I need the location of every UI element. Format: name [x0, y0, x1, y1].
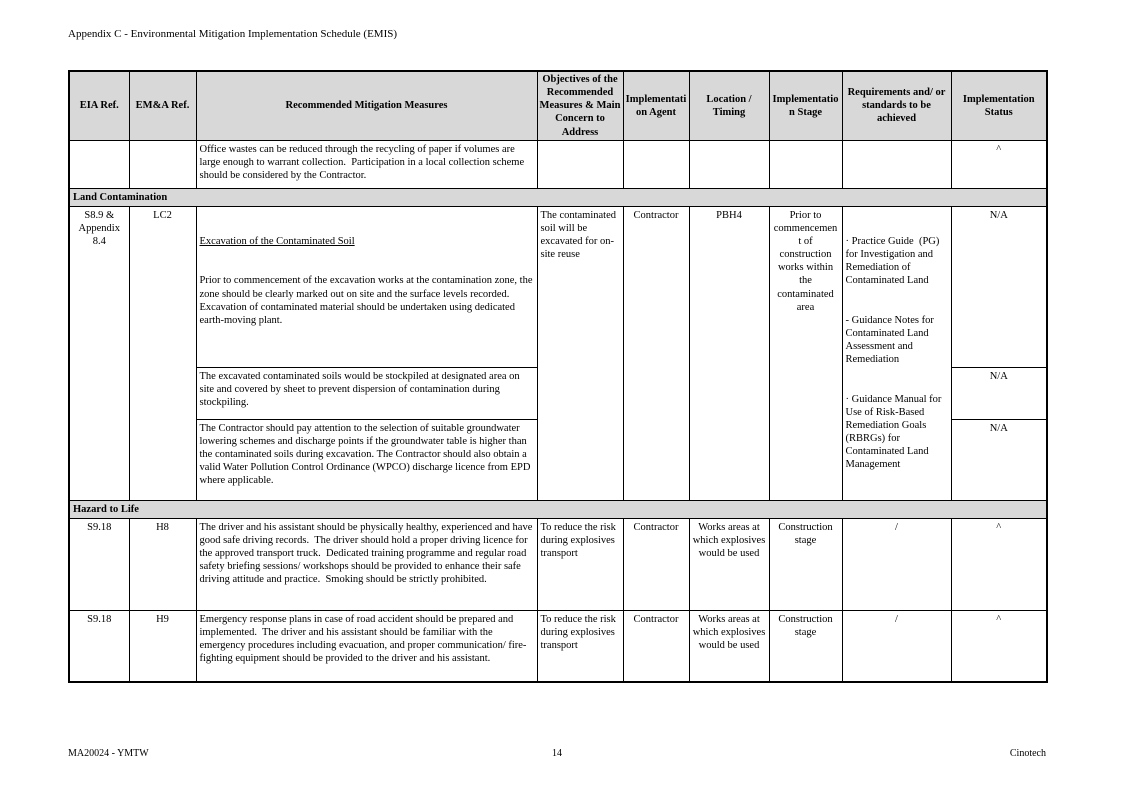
section-row-hazard-to-life — [69, 500, 1047, 518]
cell-empty — [623, 140, 689, 188]
column-header-ema-ref: EM&A Ref. — [129, 71, 196, 140]
footer-company: Cinotech — [1009, 748, 1046, 759]
section-row-land-contamination — [69, 188, 1047, 206]
column-header-requirements: Requirements and/ or standards to be achieved — [842, 71, 951, 140]
cell-location: Works areas at which explosives would be used — [689, 610, 769, 682]
cell-requirements: / — [842, 610, 951, 682]
cell-status: ^ — [951, 610, 1047, 682]
cell-measure: Office wastes can be reduced through the recycling of paper if volumes are large enough to warrant collection. Participation in a local collection scheme should be considered by the Contractor. — [196, 140, 537, 188]
cell-requirements: / — [842, 518, 951, 610]
cell-eia-ref: S9.18 — [69, 610, 129, 682]
cell-requirements — [842, 206, 951, 500]
cell-objective: The contaminated soil will be excavated for on-site reuse — [537, 206, 623, 500]
row-h8 — [69, 518, 1047, 610]
cell-agent: Contractor — [623, 206, 689, 500]
cell-location: PBH4 — [689, 206, 769, 500]
cell-status: ^ — [951, 140, 1047, 188]
measure-text: Prior to commencement of the excavation works at the contamination zone, the zone should be clearly marked out on site and the surface levels recorded. Excavation of contaminated material should be undertaken using dedicated earth-moving plant. — [199, 275, 536, 326]
cell-ema-ref: H8 — [129, 518, 196, 610]
requirement-item: · Guidance Manual for Use of Risk-Based Remediation Goals (RBRGs) for Contaminated Land Management — [845, 393, 945, 471]
cell-empty — [689, 140, 769, 188]
cell-empty — [129, 140, 196, 188]
emis-table — [68, 70, 1048, 683]
cell-objective: To reduce the risk during explosives transport — [537, 518, 623, 610]
page-footer — [68, 748, 1046, 759]
requirement-item: - Guidance Notes for Contaminated Land Assessment and Remediation — [845, 314, 937, 366]
cell-status: N/A — [951, 367, 1047, 419]
cell-empty — [69, 140, 129, 188]
column-header-status: Implementation Status — [951, 71, 1047, 140]
cell-status: N/A — [951, 206, 1047, 367]
cell-measure: The Contractor should pay attention to the selection of suitable groundwater lowering schemes and discharge points if the groundwater table is higher than the contaminated soils during excavation. The Contractor should also obtain a valid Water Pollution Control Ordinance (WPCO) discharge licence from EPD where applicable. — [196, 419, 537, 500]
cell-stage: Construction stage — [769, 518, 842, 610]
row-office-wastes — [69, 140, 1047, 188]
cell-measure: The driver and his assistant should be physically healthy, experienced and have good safe driving records. The driver should hold a proper driving licence for the approved transport truck. Dedicated training programme and regular road safety briefing sessions/ workshops should be provided to enhance their safe driving attitude and practice. Smoking should be strictly prohibited. — [196, 518, 537, 610]
cell-measure: Emergency response plans in case of road accident should be prepared and implemented. The driver and his assistant should be familiar with the emergency procedures including evacuation, and proper communication/ fire-fighting equipment should be provided to the driver and his assistant. — [196, 610, 537, 682]
cell-empty — [842, 140, 951, 188]
column-header-measures: Recommended Mitigation Measures — [196, 71, 537, 140]
section-title: Hazard to Life — [69, 500, 1047, 518]
row-h9 — [69, 610, 1047, 682]
section-title: Land Contamination — [69, 188, 1047, 206]
table-header-row — [69, 71, 1047, 140]
measure-heading: Excavation of the Contaminated Soil — [199, 236, 355, 247]
column-header-objectives: Objectives of the Recommended Measures & Main Concern to Address — [537, 71, 623, 140]
cell-eia-ref: S8.9 & Appendix 8.4 — [69, 206, 129, 500]
cell-agent: Contractor — [623, 518, 689, 610]
column-header-stage: Implementation Stage — [769, 71, 842, 140]
cell-ema-ref: LC2 — [129, 206, 196, 500]
requirement-item: · Practice Guide (PG) for Investigation and Remediation of Contaminated Land — [845, 236, 943, 287]
cell-stage: Prior to commencement of construction works within the contaminated area — [769, 206, 842, 500]
footer-project-ref: MA20024 - YMTW — [68, 748, 149, 759]
cell-stage: Construction stage — [769, 610, 842, 682]
cell-empty — [537, 140, 623, 188]
cell-measure: The excavated contaminated soils would be stockpiled at designated area on site and covered by sheet to prevent dispersion of contamination during stockpiling. — [196, 367, 537, 419]
cell-agent: Contractor — [623, 610, 689, 682]
cell-status: ^ — [951, 518, 1047, 610]
cell-location: Works areas at which explosives would be used — [689, 518, 769, 610]
cell-empty — [769, 140, 842, 188]
column-header-agent: Implementation Agent — [623, 71, 689, 140]
cell-objective: To reduce the risk during explosives transport — [537, 610, 623, 682]
column-header-location: Location / Timing — [689, 71, 769, 140]
document-title: Appendix C - Environmental Mitigation Implementation Schedule (EMIS) — [68, 28, 398, 40]
cell-ema-ref: H9 — [129, 610, 196, 682]
footer-page-number: 14 — [552, 748, 562, 759]
cell-status: N/A — [951, 419, 1047, 500]
cell-measure — [196, 206, 537, 367]
row-lc2-sub1 — [69, 206, 1047, 367]
cell-eia-ref: S9.18 — [69, 518, 129, 610]
column-header-eia-ref: EIA Ref. — [69, 71, 129, 140]
